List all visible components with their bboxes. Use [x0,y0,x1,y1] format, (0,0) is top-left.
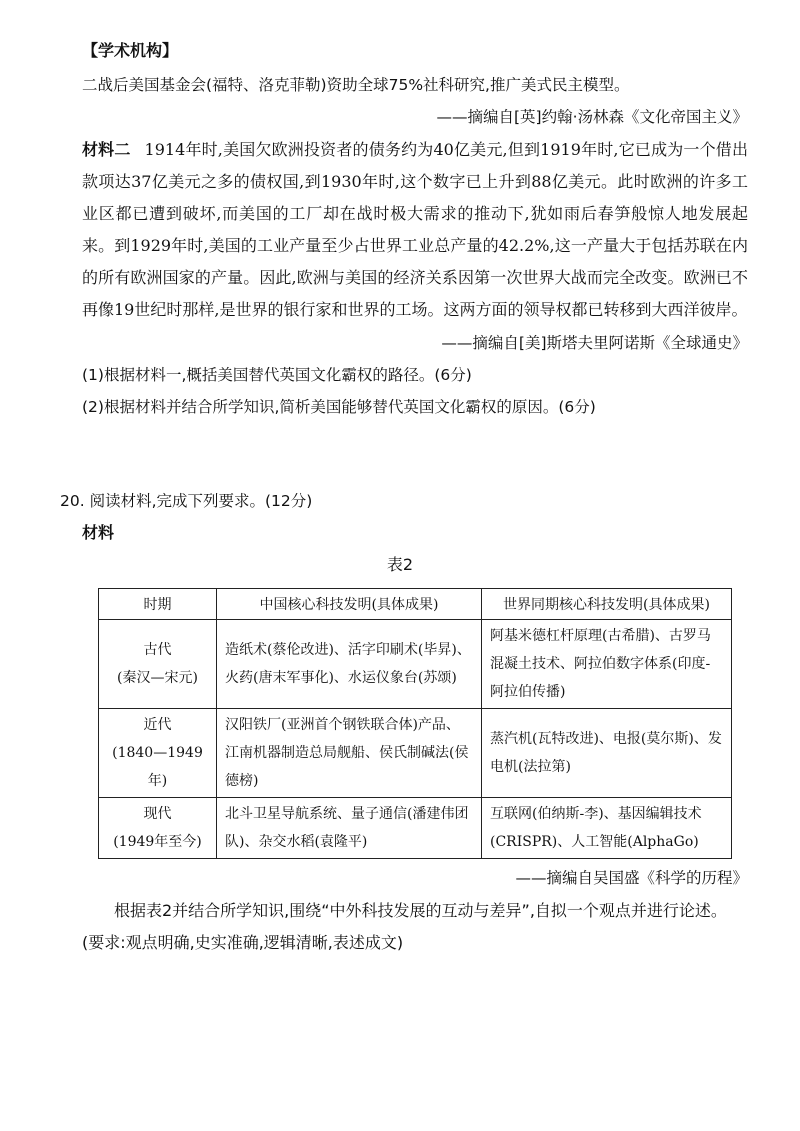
question-2: (2)根据材料并结合所学知识,简析美国能够替代英国文化霸权的原因。(6分) [82,398,596,416]
header-world: 世界同期核心科技发明(具体成果) [482,589,732,620]
period-name: 近代 [143,717,172,733]
period-range: (1949年至今) [113,834,202,850]
academic-text: 二战后美国基金会(福特、洛克菲勒)资助全球75%社科研究,推广美式民主模型。 [82,76,630,94]
table-title: 表2 [386,555,414,574]
source-citation-3: ——摘编自吴国盛《科学的历程》 [515,869,748,887]
period-range: (秦汉—宋元) [117,670,198,686]
header-china: 中国核心科技发明(具体成果) [217,589,482,620]
period-cell [99,620,217,709]
world-cell: 阿基米德杠杆原理(古希腊)、古罗马混凝土技术、阿拉伯数字体系(印度-阿拉伯传播) [482,620,732,709]
material-label: 材料 [82,523,115,542]
material-2-label: 材料二 [82,140,131,159]
china-cell: 北斗卫星导航系统、量子通信(潘建伟团队)、杂交水稻(袁隆平) [217,798,482,859]
source-citation-2: ——摘编自[美]斯塔夫里阿诺斯《全球通史》 [441,334,748,352]
china-cell: 汉阳铁厂(亚洲首个钢铁联合体)产品、江南机器制造总局舰船、侯氏制碱法(侯德榜) [217,709,482,798]
section-label-academic: 【学术机构】 [82,41,179,60]
question-20-heading: 20. 阅读材料,完成下列要求。(12分) [60,492,313,510]
material-2-text: 1914年时,美国欠欧洲投资者的债务约为40亿美元,但到1919年时,它已成为一个借出款项达37亿美元之多的债权国,到1930年时,这个数字已上升到88亿美元。此时欧洲的许多工业区都已遭到破坏,而美国的工厂却在战时极大需求的推动下,犹如雨后春笋般惊人地发展起来。到1929年时,美国的工业产量至少占世界工业总产量的42.2%,这一产量大于包括苏联在内的所有欧洲国家的产量。因此,欧洲与美国的经济关系因第一次世界大战而完全改变。欧洲已不再像19世纪时那样,是世界的银行家和世界的工场。这两方面的领导权都已转移到大西洋彼岸。 [82,140,748,319]
period-name: 古代 [143,642,172,658]
period-name: 现代 [143,806,172,822]
period-cell [99,709,217,798]
tech-comparison-table [98,588,732,859]
essay-prompt: 根据表2并结合所学知识,围绕“中外科技发展的互动与差异”,自拟一个观点并进行论述。(要求:观点明确,史实准确,逻辑清晰,表述成文) [82,901,727,952]
table-row [99,709,732,798]
china-cell: 造纸术(蔡伦改进)、活字印刷术(毕昇)、火药(唐末军事化)、水运仪象台(苏颂) [217,620,482,709]
world-cell: 蒸汽机(瓦特改进)、电报(莫尔斯)、发电机(法拉第) [482,709,732,798]
world-cell: 互联网(伯纳斯-李)、基因编辑技术(CRISPR)、人工智能(AlphaGo) [482,798,732,859]
table-row [99,798,732,859]
period-range: (1840—1949年) [112,745,203,789]
table-header-row [99,589,732,620]
material-2-paragraph [82,134,748,326]
table-row [99,620,732,709]
period-cell [99,798,217,859]
header-period: 时期 [99,589,217,620]
question-1: (1)根据材料一,概括美国替代英国文化霸权的路径。(6分) [82,366,472,384]
source-citation-1: ——摘编自[英]约翰·汤林森《文化帝国主义》 [436,108,748,126]
